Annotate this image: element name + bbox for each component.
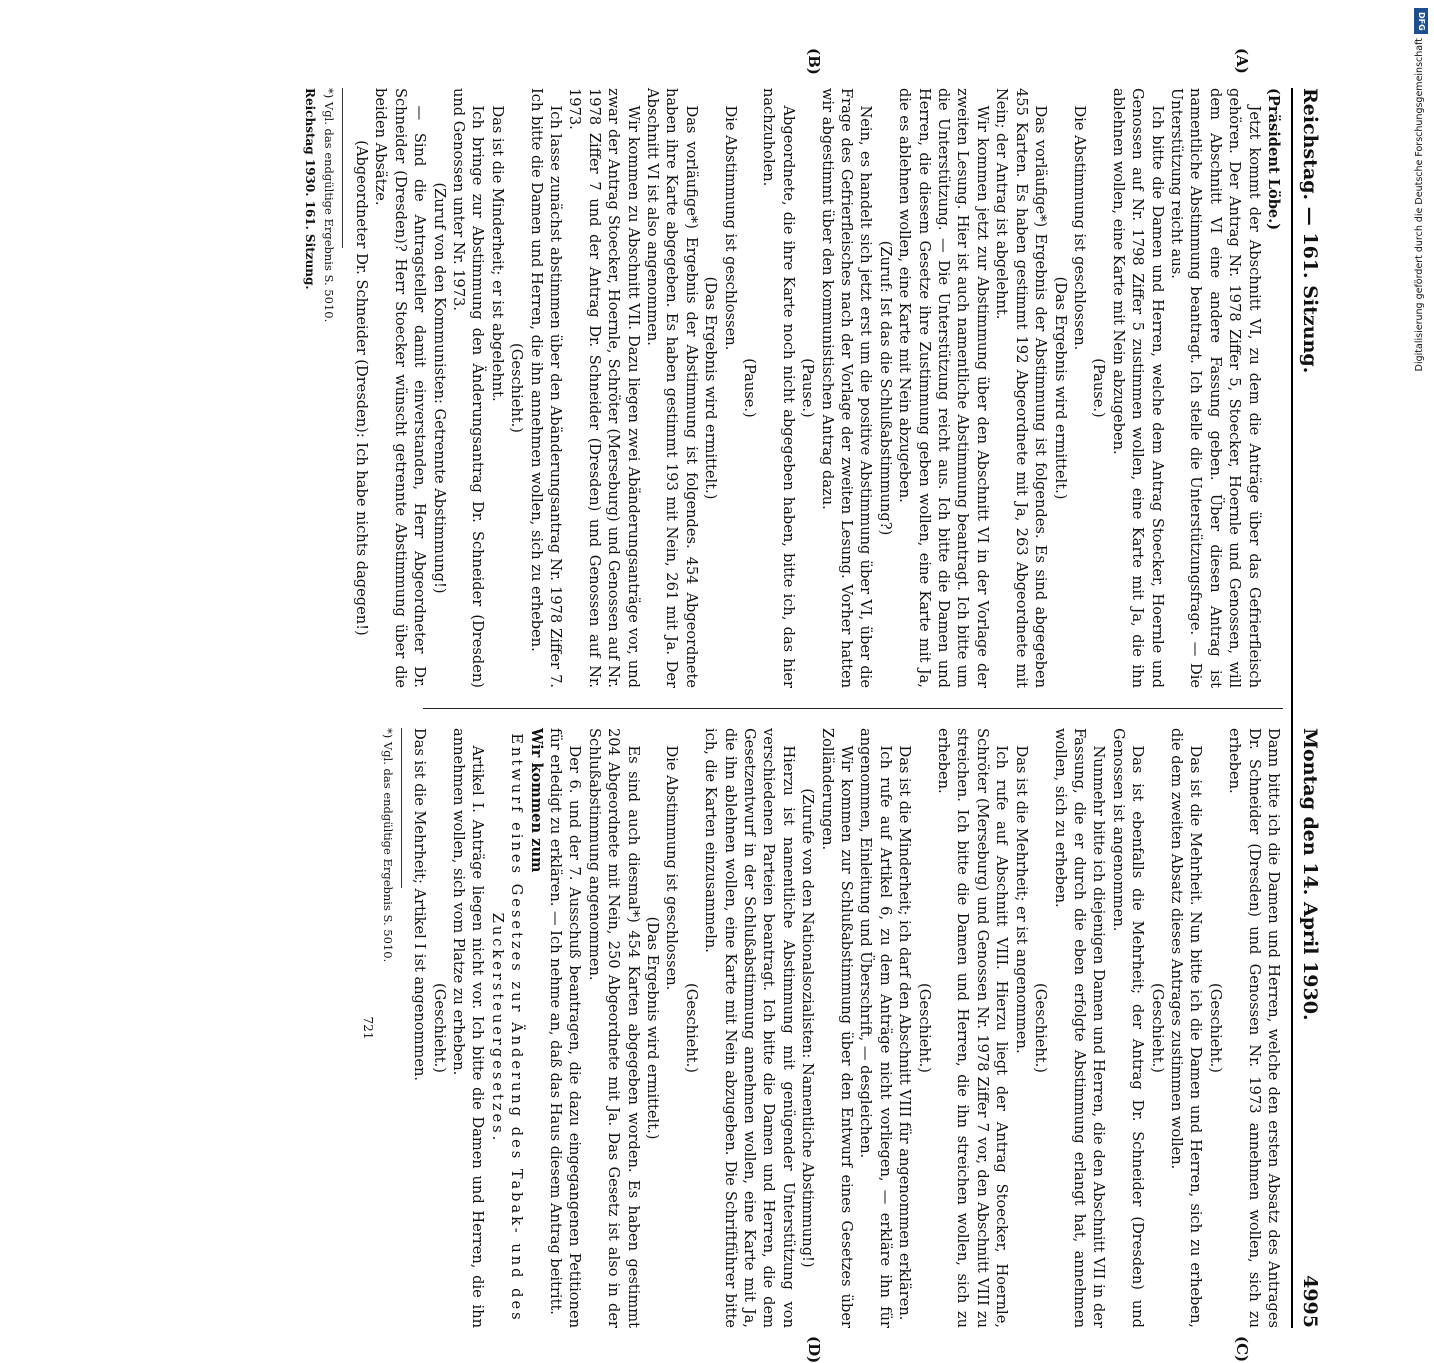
paragraph: Ich bringe zur Abstimmung den Änderungsantrag Dr. Schneider (Dresden) und Genossen unter Nr. 1973.: [449, 88, 487, 688]
paragraph: (Geschieht.): [1148, 983, 1166, 1073]
footnote: *) Vgl. das endgültige Ergebnis S. 5010.: [322, 88, 337, 323]
header-date: Montag den 14. April 1930.: [1299, 728, 1321, 1021]
paragraph: (Das Ergebnis wird ermittelt.): [644, 916, 661, 1140]
paragraph: Artikel I. Anträge liegen nicht vor. Ich bitte die Damen und Herren, die ihn annehmen wollen, sich vom Platze zu erheben.: [449, 728, 487, 1328]
paragraph: Wir kommen zu Abschnitt VII. Dazu liegen zwei Abänderungsanträge vor, und zwar der Antrag Stoecker, Hoernle, Schröter (Merseburg) und Genossen auf Nr. 1978 Ziffer 7 und der Antrag Dr. Schneider (Dresden) und Genossen auf Nr. 1973.: [566, 88, 642, 688]
dfg-stamp-text: Digitalisierung gefördert durch die Deutsche Forschungsgemeinschaft: [1414, 38, 1425, 372]
left-column: [303, 88, 1283, 688]
paragraph: Jetzt kommt der Abschnitt VI, zu dem die Anträge über das Gefrierfleisch gehören. Der Antrag Nr. 1978 Ziffer 5, Stoecker, Hoernle und Genossen, will dem Abschnitt VI eine andere Fassung geben. Über diesen Antrag ist namentliche Abstimmung beantragt. Ich stelle die Unterstützungsfrage. — Die Unterstützung reicht aus.: [1167, 88, 1263, 688]
paragraph: (Geschieht.): [1032, 983, 1050, 1073]
paragraph: Entwurf eines Gesetzes zur Änderung des Tabak- und des Zuckersteuergesetzes.: [488, 733, 526, 1323]
paragraph: (Zuruf von den Kommunisten: Getrennte Abstimmung!): [430, 182, 448, 594]
footnote-rule: [401, 728, 402, 888]
paragraph: Die Abstimmung ist geschlossen.: [1070, 105, 1088, 351]
paragraph: Das ist die Mehrheit. Nun bitte ich die Damen und Herren, sich zu erheben, die dem zweiten Absatz dieses Antrages zustimmen wollen.: [1167, 728, 1205, 1328]
paragraph: (Geschieht.): [915, 983, 933, 1073]
paragraph: (Geschieht.): [508, 343, 526, 433]
paragraph: (Pause.): [741, 358, 759, 418]
dfg-logo: DFG: [1414, 8, 1428, 34]
paragraph: (Pause.): [1090, 358, 1108, 418]
paragraph: Wir kommen zur Schlußabstimmung über den Entwurf eines Gesetzes über Zolländerungen.: [818, 728, 856, 1328]
paragraph: Wir kommen zum: [527, 728, 545, 873]
paragraph: Das ist die Minderheit; er ist abgelehnt.: [488, 105, 506, 402]
paragraph: Das ist die Mehrheit; er ist angenommen.: [1012, 745, 1030, 1054]
paragraph: Dann bitte ich die Damen und Herren, welche den ersten Absatz des Antrages Dr. Schneider (Dresden) und Genossen Nr. 1973 annehmen wollen, sich zu erheben.: [1226, 728, 1282, 1328]
margin-letter-d: (D): [805, 1336, 823, 1363]
paragraph: (Geschieht.): [1206, 983, 1224, 1073]
paragraph: Hierzu ist namentliche Abstimmung mit genügender Unterstützung von verschiedenen Parteien beantragt. Ich bitte die Damen und Herren, die dem Gesetzentwurf in der Schlußabstimmung annehmen wollen, eine Karte mit Ja, die ihn ablehnen wollen, eine Karte mit Nein abzugeben. Die Schriftführer bitte ich, die Karten einzusammeln.: [702, 728, 797, 1328]
bottom-label: Reichstag 1930. 161. Sitzung.: [303, 88, 318, 290]
paragraph: Das ist die Mehrheit; Artikel I ist angenommen.: [411, 728, 429, 1082]
column-divider: [423, 708, 1283, 709]
paragraph: Ich bitte die Damen und Herren, welche dem Antrag Stoecker, Hoernle und Genossen auf Nr. 1798 Ziffer 5 zustimmen wollen, eine Karte mit Ja, die ihn ablehnen wollen, eine Karte mit Nein abzugeben.: [1109, 88, 1166, 688]
paragraph: Nunmehr bitte ich diejenigen Damen und Herren, die den Abschnitt VII in der Fassung, die er durch die eben erfolgte Abstimmung erlangt hat, annehmen wollen, sich zu erheben.: [1051, 728, 1108, 1328]
paragraph: Wir kommen jetzt zur Abstimmung über den Abschnitt VI in der Vorlage der zweiten Lesung. Hier ist auch namentliche Abstimmung beantragt. Ich bitte um die Unterstützung. — Die Unterstützung reicht aus. Ich bitte die Damen und Herren, die diesem Gesetze ihre Zustimmung geben wollen, eine Karte mit Ja, die es ablehnen wollen, eine Karte mit Nein abzugeben.: [896, 88, 991, 688]
paragraph: — Sind die Antragsteller damit einverstanden, Herr Abgeordneter Dr. Schneider (Dresden)? Herr Stoecker wünscht getrennte Abstimmung über die beiden Absätze.: [372, 88, 429, 688]
paragraph: (Das Ergebnis wird ermittelt.): [1051, 276, 1069, 500]
paragraph: Das vorläufige*) Ergebnis der Abstimmung ist folgendes. Es sind abgegeben 455 Karten. Es haben gestimmt 192 Abgeordnete mit Ja, 263 Abgeordnete mit Nein; der Antrag ist abgelehnt.: [993, 88, 1050, 688]
paragraph: Abgeordnete, die ihre Karte noch nicht abgegeben haben, bitte ich, das hier nachzuholen.: [760, 88, 797, 688]
margin-letter-b: (B): [805, 48, 823, 75]
paragraph: (Pause.): [799, 358, 817, 418]
margin-letter-c: (C): [1233, 1336, 1251, 1363]
paragraph: (Geschieht.): [682, 983, 700, 1073]
paragraph: Die Abstimmung ist geschlossen.: [721, 105, 739, 351]
footnote-rule: [343, 88, 344, 248]
paragraph: Das ist die Minderheit; ich darf den Abschnitt VIII für angenommen erklären.: [896, 745, 914, 1321]
paragraph: (Abgeordneter Dr. Schneider (Dresden): Ich habe nichts dagegen!): [352, 140, 370, 636]
paragraph: Ich rufe auf Artikel 6, zu dem Anträge nicht vorliegen, — erkläre ihn für angenommen, Einleitung und Überschrift, — desgleichen.: [857, 728, 894, 1328]
dfg-stamp: [1414, 8, 1428, 528]
paragraph: Es sind auch diesmal*) 454 Karten abgegeben worden. Es haben gestimmt 204 Abgeordnete mit Nein, 250 Abgeordnete mit Ja. Das Gesetz ist also in der Schlußabstimmung angenommen.: [585, 728, 642, 1328]
rotated-page: [83, 48, 1323, 1363]
right-column: [361, 728, 1283, 1328]
header-left: Reichstag. — 161. Sitzung.: [1299, 88, 1321, 374]
paragraph: (Geschieht.): [430, 983, 448, 1073]
paragraph: (Das Ergebnis wird ermittelt.): [702, 276, 720, 500]
page-header: [1291, 88, 1323, 1328]
paragraph: Das vorläufige*) Ergebnis der Abstimmung ist folgendes. 454 Abgeordnete haben ihre Karte abgegeben. Es haben gestimmt 193 mit Nein, 261 mit Ja. Der Abschnitt VI ist also angenommen.: [644, 88, 700, 688]
speaker-label: (Präsident Löbe.): [1265, 88, 1282, 231]
paragraph: Ich rufe auf Abschnitt VIII. Hierzu liegt der Antrag Stoecker, Hoernle, Schröter (Merseburg) und Genossen Nr. 1978 Ziffer 7 vor, den Abschnitt VIII zu streichen. Ich bitte die Damen und Herren, die ihn streichen wollen, sich zu erheben.: [935, 728, 1011, 1328]
paragraph: Der 6. und der 7. Ausschuß beantragen, die dazu eingegangenen Petitionen für erledigt zu erklären. — Ich nehme an, daß das Haus diesem Antrag beitritt.: [546, 728, 584, 1328]
paragraph: (Zuruf: Ist das die Schlußabstimmung?): [876, 240, 894, 536]
footnote: *) Vgl. das endgültige Ergebnis S. 5010.: [380, 728, 395, 963]
paragraph: (Zurufe von den Nationalsozialisten: Namentliche Abstimmung!): [799, 788, 817, 1268]
header-page-number: 4995: [1299, 1275, 1321, 1328]
paragraph: Das ist ebenfalls die Mehrheit; der Antrag Dr. Schneider (Dresden) und Genossen ist angenommen.: [1109, 728, 1147, 1328]
paragraph: Ich lasse zunächst abstimmen über den Abänderungsantrag Nr. 1978 Ziffer 7. Ich bitte die Damen und Herren, die ihn annehmen wollen, sich zu erheben.: [527, 88, 564, 688]
paragraph: Nein, es handelt sich jetzt erst um die positive Abstimmung über VI, über die Frage des Gefrierfleisches nach der Vorlage der zweiten Lesung. Vorher hatten wir abgestimmt über den kommunistischen Antrag dazu.: [818, 88, 875, 688]
paragraph: Die Abstimmung ist geschlossen.: [663, 745, 681, 991]
bottom-page-number: 721: [361, 1016, 376, 1040]
margin-letter-a: (A): [1233, 48, 1251, 74]
